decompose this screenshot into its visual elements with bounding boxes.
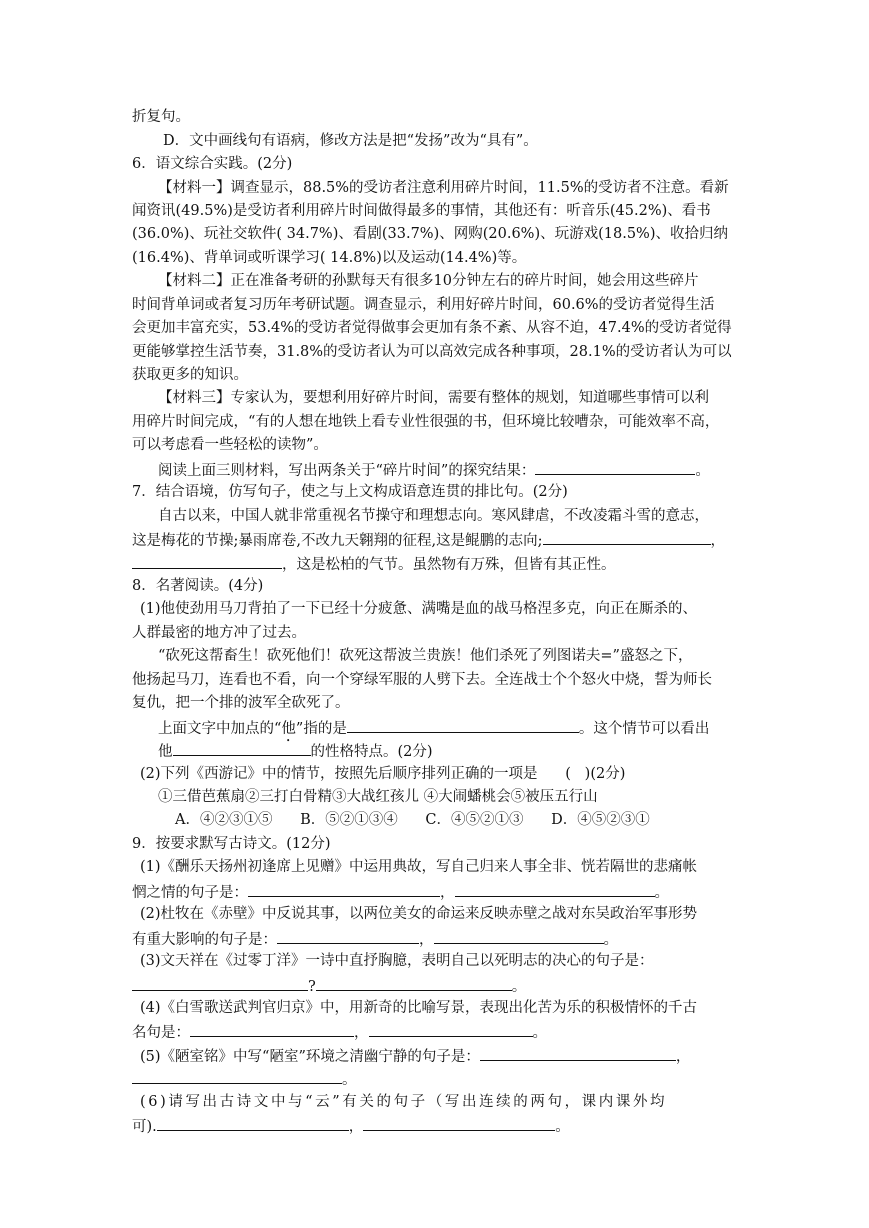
text-line: (6)请写出古诗文中与“云”有关的句子（写出连续的两句，课内课外均 xyxy=(140,1094,668,1110)
answer-blank[interactable] xyxy=(347,718,579,733)
text-line: 时间背单词或者复习历年考研试题。调查显示，利用好碎片时间，60.6%的受访者觉得生活 xyxy=(132,297,715,313)
question-9-heading: 9．按要求默写古诗文。(12分) xyxy=(132,836,331,852)
text-line: (1)他使劲用马刀背拍了一下已经十分疲惫、满嘴是血的战马格涅多克，向正在厮杀的、 xyxy=(140,601,698,617)
text-line: 他 的性格特点。(2分) xyxy=(158,741,869,759)
text-line: 复仇，把一个排的波军全砍死了。 xyxy=(132,695,350,711)
text-line: ? 。 xyxy=(132,976,869,994)
question-8-heading: 8．名著阅读。(4分) xyxy=(132,578,264,594)
answer-blank[interactable] xyxy=(277,929,419,944)
text-line: ，这是松柏的气节。虽然物有万殊，但皆有其正性。 xyxy=(132,554,869,572)
text-line: (1)《酬乐天扬州初逢席上见赠》中运用典故，写自己归来人事全非、恍若隔世的悲痛帐 xyxy=(140,859,698,875)
answer-blank[interactable] xyxy=(132,976,308,991)
question-6-heading: 6．语文综合实践。(2分) xyxy=(132,156,293,172)
text-line: (16.4%)、背单词或听课学习( 14.8%)以及运动(14.4%)等。 xyxy=(132,250,527,266)
material-three: 【材料三】专家认为，要想利用好碎片时间，需要有整体的规划，知道哪些事情可以利 xyxy=(158,390,709,406)
text-line: 。 xyxy=(132,1069,869,1087)
text-line: 更能够掌控生活节奏，31.8%的受访者认为可以高效完成各种事项，28.1%的受访者认为可以 xyxy=(132,344,732,360)
answer-blank[interactable] xyxy=(480,1046,676,1061)
answer-blank[interactable] xyxy=(455,882,655,897)
question-8-1-prompt: 上面文字中加点的“他”指的是 。这个情节可以看出 xyxy=(158,718,869,736)
answer-blank[interactable] xyxy=(363,1116,555,1131)
text-line: 可以考虑看一些轻松的读物”。 xyxy=(132,437,328,453)
answer-blank[interactable] xyxy=(316,976,512,991)
text-line: 这是梅花的节操;暴雨席卷,不改九天翱翔的征程,这是鲲鹏的志向; ， xyxy=(132,530,869,548)
text-line: 折复句。 xyxy=(132,109,190,125)
material-two: 【材料二】正在准备考研的孙默每天有很多10分钟左右的碎片时间，她会用这些碎片 xyxy=(158,273,699,289)
answer-blank[interactable] xyxy=(173,741,311,756)
text-line: (2)杜牧在《赤壁》中反说其事，以两位美女的命运来反映赤壁之战对东吴政治军事形势 xyxy=(140,906,698,922)
question-7-heading: 7．结合语境，仿写句子，使之与上文构成语意连贯的排比句。(2分) xyxy=(132,484,568,500)
answer-blank[interactable] xyxy=(157,1116,349,1131)
text-line: 惘之情的句子是： ， 。 xyxy=(132,882,869,900)
text-line: (5)《陋室铭》中写“陋室”环境之清幽宁静的句子是： ， xyxy=(140,1046,869,1064)
text-line: 闻资讯(49.5%)是受访者利用碎片时间做得最多的事情，其他还有：听音乐(45.2%)、看书 xyxy=(132,203,711,219)
text-line: “砍死这帮畜生！砍死他们！砍死这帮波兰贵族！他们杀死了列图诺夫=”盛怒之下， xyxy=(158,648,693,664)
text-line: (4)《白雪歌送武判官归京》中，用新奇的比喻写景，表现出化苦为乐的积极情怀的千古 xyxy=(140,1000,698,1016)
answer-blank[interactable] xyxy=(190,1022,354,1037)
text-line: (3)文天祥在《过零丁洋》一诗中直抒胸臆，表明自己以死明志的决心的句子是： xyxy=(140,953,654,969)
text-line: 用碎片时间完成，“有的人想在地铁上看专业性很强的书，但环境比较嘈杂，可能效率不高， xyxy=(132,414,720,430)
options-row: A．④②③①⑤ B．⑤②①③④ C．④⑤②①③ D．④⑤②③① xyxy=(175,812,650,828)
answer-blank[interactable] xyxy=(434,929,604,944)
text-line: 人群最密的地方冲了过去。 xyxy=(132,625,306,641)
answer-blank[interactable] xyxy=(369,1022,533,1037)
text-line: 自古以来，中国人就非常重视名节操守和理想志向。寒风肆虐，不改凌霜斗雪的意志， xyxy=(158,508,709,524)
question-8-2: (2)下列《西游记》中的情节，按照先后顺序排列正确的一项是 ( )(2分) xyxy=(140,766,626,782)
answer-blank[interactable] xyxy=(132,1069,342,1084)
answer-blank[interactable] xyxy=(543,530,711,545)
question-6-prompt: 阅读上面三则材料，写出两条关于“碎片时间”的探究结果： 。 xyxy=(158,460,869,478)
answer-blank[interactable] xyxy=(132,554,282,569)
option-d: D．文中画线句有语病，修改方法是把“发扬”改为“具有”。 xyxy=(163,133,538,149)
answer-blank[interactable] xyxy=(248,882,440,897)
material-one: 【材料一】调查显示，88.5%的受访者注意利用碎片时间，11.5%的受访者不注意。看新 xyxy=(158,180,729,196)
text-line: 他扬起马刀，连看也不看，向一个穿绿军服的人劈下去。全连战士个个怒火中烧，誓为师长 xyxy=(132,672,712,688)
text-line: 有重大影响的句子是： ， 。 xyxy=(132,929,869,947)
text-line: 名句是： ， 。 xyxy=(132,1022,869,1040)
answer-blank[interactable] xyxy=(535,460,695,475)
text-line: 获取更多的知识。 xyxy=(132,367,248,383)
text-line: 会更加丰富充实，53.4%的受访者觉得做事会更加有条不紊、从容不迫，47.4%的受访者觉得 xyxy=(132,320,732,336)
plot-items: ①三借芭蕉扇②三打白骨精③大战红孩儿 ④大闹蟠桃会⑤被压五行山 xyxy=(158,789,598,805)
text-line: 可). ， 。 xyxy=(132,1116,869,1134)
text-line: (36.0%)、玩社交软件( 34.7%)、看剧(33.7%)、网购(20.6%)、玩游戏(18.5%)、收拾归纳 xyxy=(132,226,728,242)
